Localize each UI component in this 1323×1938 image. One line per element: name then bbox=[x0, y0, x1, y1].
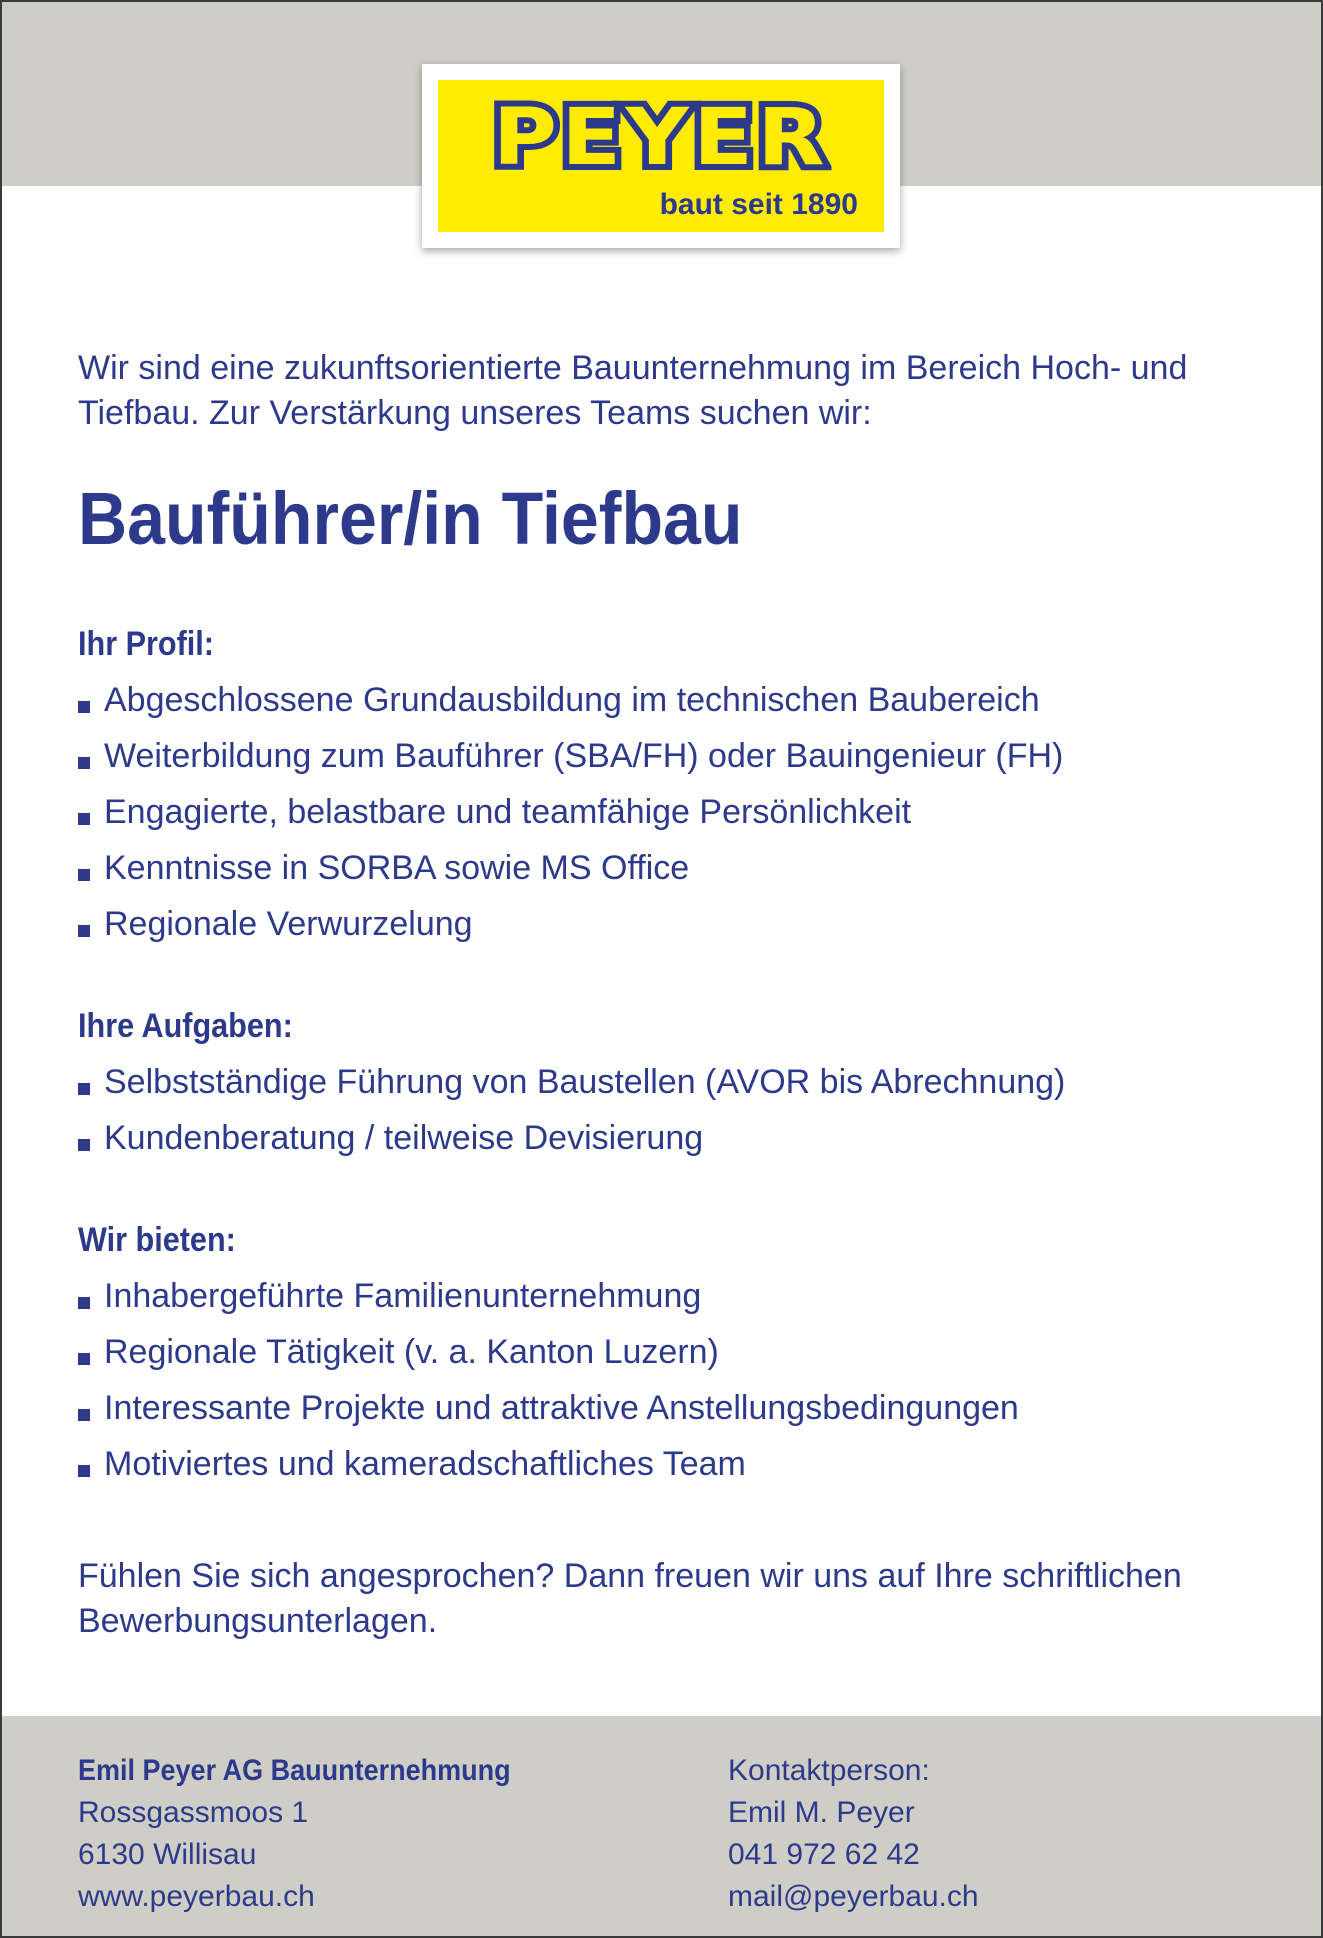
section-profile bbox=[78, 622, 1258, 952]
list-item: Selbstständige Führung von Baustellen (AVOR bis Abrechnung) bbox=[78, 1054, 1258, 1110]
list-item: Abgeschlossene Grundausbildung im technischen Baubereich bbox=[78, 672, 1258, 728]
contact-name: Emil M. Peyer bbox=[728, 1796, 915, 1829]
closing-text: Fühlen Sie sich angesprochen? Dann freuen wir uns auf Ihre schriftlichen Bewerbungsunterlagen. bbox=[78, 1557, 1182, 1640]
list-item: Kenntnisse in SORBA sowie MS Office bbox=[78, 840, 1258, 896]
city-address: 6130 Willisau bbox=[78, 1838, 257, 1871]
job-title: Bauführer/in Tiefbau bbox=[78, 477, 743, 560]
list-item: Regionale Verwurzelung bbox=[78, 896, 1258, 952]
list-item: Motiviertes und kameradschaftliches Team bbox=[78, 1436, 1258, 1492]
logo-tagline: baut seit 1890 bbox=[659, 188, 858, 221]
section-heading: Wir bieten: bbox=[78, 1221, 236, 1259]
offer-list bbox=[78, 1268, 1258, 1492]
email-link[interactable]: mail@peyerbau.ch bbox=[728, 1880, 979, 1913]
company-address bbox=[78, 1750, 559, 1918]
contact-label: Kontaktperson: bbox=[728, 1754, 930, 1787]
logo-wordmark: PEYER bbox=[492, 93, 830, 183]
logo-yellow-panel bbox=[438, 80, 884, 232]
contact-info bbox=[728, 1750, 979, 1918]
list-item: Engagierte, belastbare und teamfähige Persönlichkeit bbox=[78, 784, 1258, 840]
list-item: Kundenberatung / teilweise Devisierung bbox=[78, 1110, 1258, 1166]
section-offer bbox=[78, 1218, 1258, 1492]
phone-number[interactable]: 041 972 62 42 bbox=[728, 1838, 920, 1871]
list-item: Inhabergeführte Familienunternehmung bbox=[78, 1268, 1258, 1324]
tasks-list bbox=[78, 1054, 1258, 1166]
profile-list bbox=[78, 672, 1258, 952]
section-tasks bbox=[78, 1004, 1258, 1166]
company-name: Emil Peyer AG Bauunternehmung bbox=[78, 1754, 511, 1787]
company-logo bbox=[422, 64, 900, 248]
intro-text: Wir sind eine zukunftsorientierte Bauunternehmung im Bereich Hoch- und Tiefbau. Zur Verstärkung unseres Teams suchen wir: bbox=[78, 349, 1188, 432]
list-item: Regionale Tätigkeit (v. a. Kanton Luzern) bbox=[78, 1324, 1258, 1380]
list-item: Weiterbildung zum Bauführer (SBA/FH) oder Bauingenieur (FH) bbox=[78, 728, 1258, 784]
list-item: Interessante Projekte und attraktive Anstellungsbedingungen bbox=[78, 1380, 1258, 1436]
ad-content bbox=[78, 346, 1258, 1644]
street-address: Rossgassmoos 1 bbox=[78, 1796, 309, 1829]
section-heading: Ihr Profil: bbox=[78, 625, 214, 663]
section-heading: Ihre Aufgaben: bbox=[78, 1007, 293, 1045]
website-link[interactable]: www.peyerbau.ch bbox=[78, 1880, 315, 1913]
